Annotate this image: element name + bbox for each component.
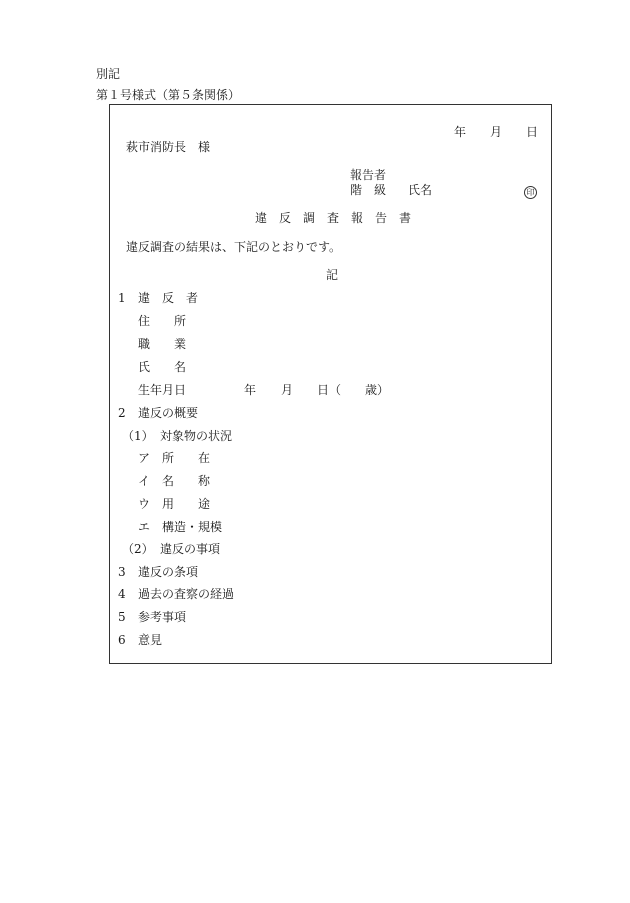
- birth-year-label: 年: [244, 383, 257, 397]
- section-2-title: 違反の概要: [138, 406, 199, 420]
- seal-icon: 印: [524, 186, 537, 199]
- section-6-number: 6: [118, 633, 126, 647]
- birth-month-label: 月: [281, 383, 294, 397]
- section-4-number: 4: [118, 587, 126, 601]
- violator-birthdate-label: 生年月日: [138, 383, 187, 397]
- section-5-title: 参考事項: [138, 610, 187, 624]
- date-month: 月: [490, 125, 503, 139]
- section-3-title: 違反の条項: [138, 565, 199, 579]
- item-a-label: 所 在: [162, 451, 211, 465]
- violator-address-label: 住 所: [138, 314, 187, 328]
- section-1-number: 1: [118, 291, 126, 305]
- reporter-title: 報告者: [350, 168, 387, 182]
- subsection-1-number: （1）: [122, 429, 154, 443]
- reporter-name-label: 氏名: [408, 183, 433, 197]
- item-i-label: 名 称: [162, 474, 211, 488]
- section-2-number: 2: [118, 406, 126, 420]
- section-1-title: 違 反 者: [138, 291, 199, 305]
- document-title: 違 反 調 査 報 告 書: [255, 211, 412, 225]
- violator-occupation-label: 職 業: [138, 337, 187, 351]
- subsection-2-title: 違反の事項: [160, 542, 221, 556]
- item-a-kana: ア: [138, 451, 151, 465]
- section-3-number: 3: [118, 565, 126, 579]
- date-day: 日: [526, 125, 539, 139]
- reporter-rank-label: 階 級: [350, 183, 387, 197]
- violator-name-label: 氏 名: [138, 360, 187, 374]
- date-year: 年: [454, 125, 467, 139]
- seal-mark: [524, 184, 537, 199]
- section-4-title: 過去の査察の経過: [138, 587, 235, 601]
- item-e-label: 構造・規模: [162, 520, 223, 534]
- addressee: 萩市消防長 様: [126, 140, 211, 154]
- form-number-label: 第１号様式（第５条関係）: [96, 88, 241, 102]
- ki-label: 記: [326, 268, 339, 282]
- item-u-kana: ウ: [138, 497, 151, 511]
- appendix-label: 別記: [96, 67, 121, 81]
- item-u-label: 用 途: [162, 497, 211, 511]
- intro-text: 違反調査の結果は、下記のとおりです。: [126, 240, 342, 254]
- item-e-kana: エ: [138, 520, 151, 534]
- subsection-2-number: （2）: [122, 542, 154, 556]
- birth-day-age-label: 日（ 歳）: [317, 383, 390, 397]
- section-5-number: 5: [118, 610, 126, 624]
- section-6-title: 意見: [138, 633, 163, 647]
- subsection-1-title: 対象物の状況: [160, 429, 233, 443]
- item-i-kana: イ: [138, 474, 151, 488]
